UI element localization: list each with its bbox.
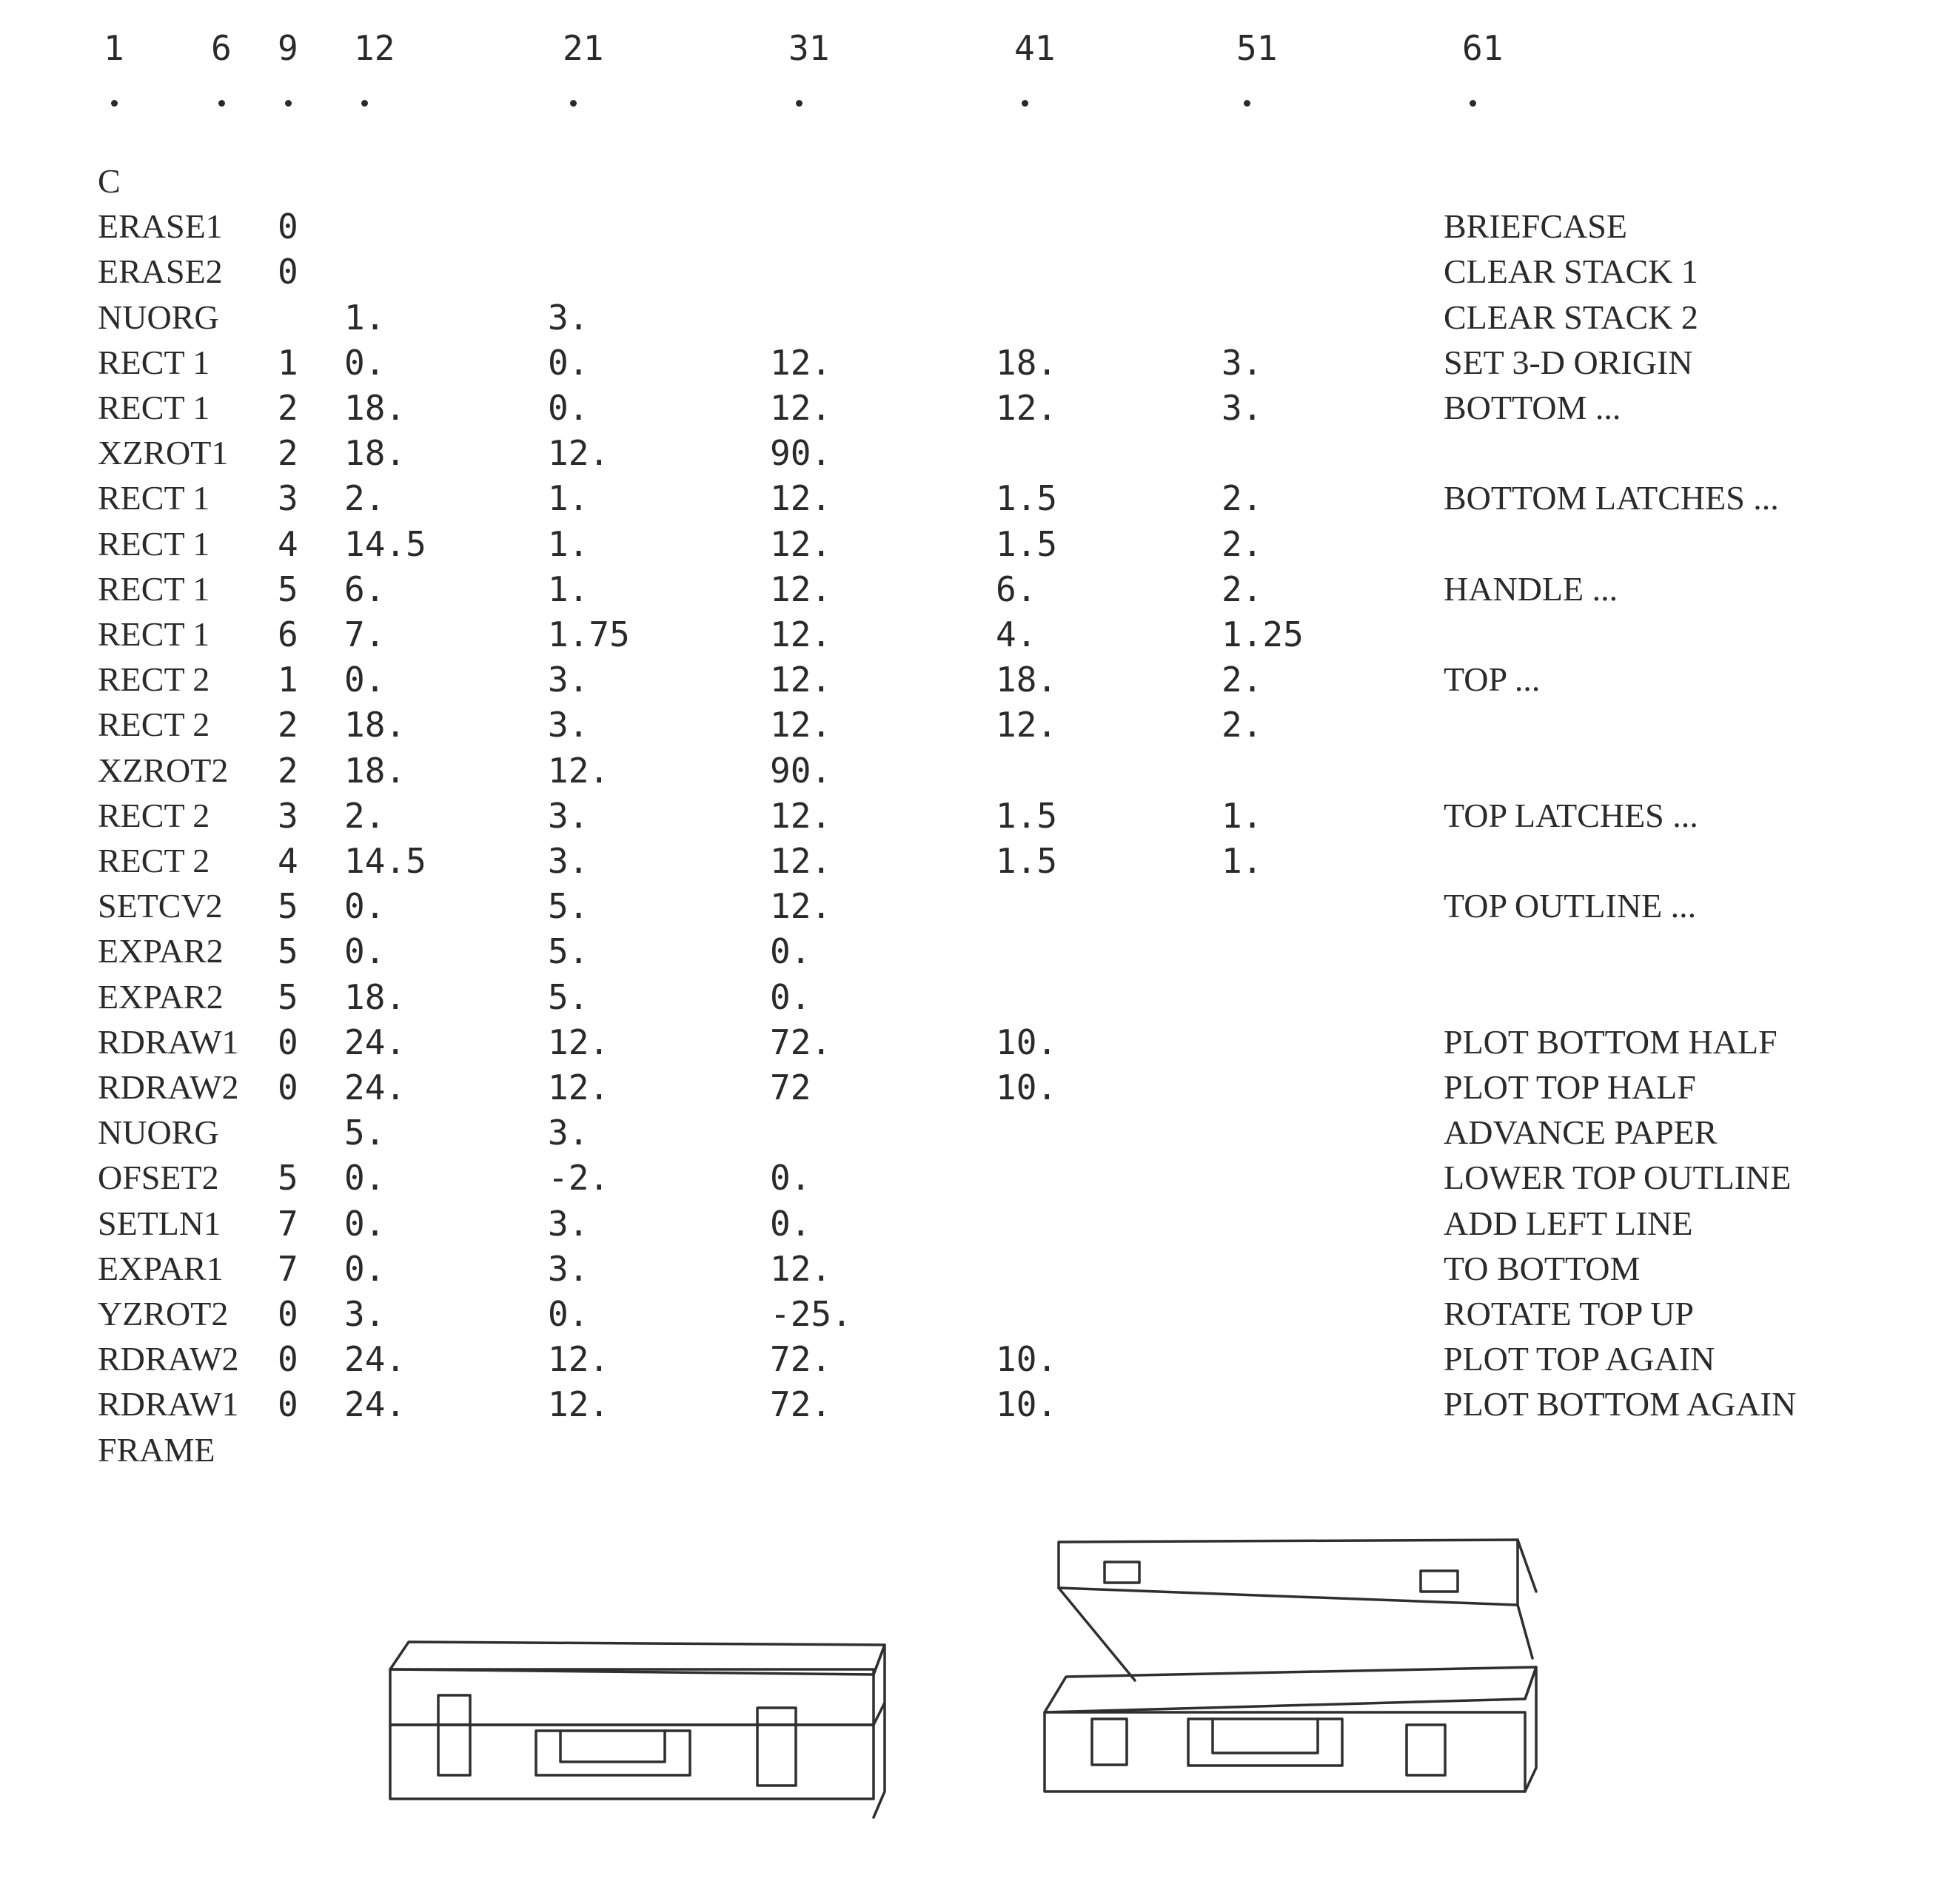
field-e-cell: 10.	[996, 1067, 1058, 1107]
field-a-cell: 0	[278, 1339, 298, 1380]
comment-cell: ADVANCE PAPER	[1444, 1113, 1718, 1152]
command-cell: RECT 1	[98, 615, 210, 653]
field-b-cell: 24.	[344, 1384, 406, 1425]
field-c-cell: 0.	[548, 342, 589, 383]
field-b-cell: 18.	[344, 388, 406, 428]
field-c-cell: -2.	[548, 1158, 610, 1199]
open-briefcase-right-latch	[1407, 1725, 1445, 1775]
field-a-cell: 4	[278, 523, 298, 564]
field-c-cell: 3.	[548, 841, 589, 881]
field-e-cell: 10.	[996, 1022, 1058, 1062]
command-cell: XZROT2	[98, 751, 229, 789]
field-b-cell: 24.	[344, 1339, 406, 1380]
field-d-cell: 72.	[770, 1022, 832, 1062]
field-a-cell: 0	[278, 1022, 298, 1062]
open-briefcase-lid	[1059, 1540, 1518, 1605]
comment-cell: PLOT TOP HALF	[1444, 1068, 1696, 1106]
field-d-cell: 12.	[770, 795, 832, 836]
field-f-cell: 3.	[1222, 388, 1263, 428]
command-cell: ERASE2	[98, 252, 223, 291]
comment-cell: ROTATE TOP UP	[1444, 1295, 1694, 1333]
field-b-cell: 0.	[344, 886, 386, 927]
command-cell: SETCV2	[98, 887, 223, 925]
closed-briefcase-right-latch	[757, 1708, 796, 1786]
open-briefcase-handle	[1188, 1719, 1342, 1766]
field-a-cell: 0	[278, 207, 298, 247]
command-cell: RECT 2	[98, 705, 210, 744]
field-d-cell: 72.	[770, 1339, 832, 1380]
command-cell: C	[98, 162, 121, 200]
field-b-cell: 14.5	[344, 841, 426, 881]
field-d-cell: 0.	[770, 1203, 811, 1244]
field-c-cell: 5.	[548, 931, 589, 972]
field-a-cell: 7	[278, 1248, 298, 1289]
comment-cell: TOP ...	[1444, 660, 1541, 699]
comment-cell: ADD LEFT LINE	[1444, 1204, 1693, 1242]
command-cell: EXPAR1	[98, 1249, 224, 1287]
open-briefcase-left-latch	[1092, 1719, 1127, 1765]
field-c-cell: 5.	[548, 976, 589, 1017]
field-c-cell: 12.	[548, 1339, 610, 1380]
comment-cell: CLEAR STACK 2	[1444, 298, 1698, 336]
command-cell: RDRAW1	[98, 1022, 239, 1061]
field-a-cell: 5	[278, 886, 298, 927]
command-cell: EXPAR2	[98, 932, 224, 971]
comment-cell: TOP LATCHES ...	[1444, 796, 1698, 834]
field-a-cell: 1	[278, 342, 298, 383]
field-a-cell: 0	[278, 1067, 298, 1107]
field-e-cell: 12.	[996, 388, 1058, 428]
field-a-cell: 7	[278, 1203, 298, 1244]
field-c-cell: 3.	[548, 1203, 589, 1244]
field-c-cell: 3.	[548, 795, 589, 836]
column-number-col-51: 51	[1236, 28, 1278, 68]
closed-briefcase-side	[874, 1645, 885, 1817]
field-c-cell: 0.	[548, 1294, 589, 1334]
field-f-cell: 2.	[1222, 478, 1263, 519]
field-b-cell: 24.	[344, 1067, 406, 1107]
field-f-cell: 2.	[1222, 660, 1263, 700]
field-b-cell: 6.	[344, 569, 386, 609]
field-c-cell: 0.	[548, 388, 589, 428]
field-f-cell: 2.	[1222, 569, 1263, 609]
field-f-cell: 2.	[1222, 705, 1263, 745]
column-number-col-6: 6	[211, 28, 232, 68]
field-d-cell: 12.	[770, 705, 832, 745]
command-cell: NUORG	[98, 298, 219, 336]
field-e-cell: 10.	[996, 1384, 1058, 1425]
field-a-cell: 2	[278, 705, 298, 745]
field-d-cell: 90.	[770, 433, 832, 474]
comment-cell: BOTTOM LATCHES ...	[1444, 479, 1779, 517]
field-b-cell: 0.	[344, 342, 386, 383]
field-b-cell: 24.	[344, 1022, 406, 1062]
field-b-cell: 18.	[344, 705, 406, 745]
command-cell: ERASE1	[98, 207, 223, 246]
command-cell: RECT 1	[98, 524, 210, 563]
field-e-cell: 18.	[996, 342, 1058, 383]
comment-cell: TOP OUTLINE ...	[1444, 887, 1697, 925]
field-d-cell: 90.	[770, 750, 832, 791]
field-b-cell: 18.	[344, 976, 406, 1017]
field-a-cell: 1	[278, 660, 298, 700]
field-b-cell: 0.	[344, 1248, 386, 1289]
field-c-cell: 3.	[548, 297, 589, 338]
field-b-cell: 0.	[344, 660, 386, 700]
field-d-cell: 12.	[770, 886, 832, 927]
closed-briefcase-handle	[536, 1731, 690, 1775]
field-b-cell: 0.	[344, 1158, 386, 1199]
field-c-cell: 3.	[548, 1113, 589, 1153]
field-d-cell: 0.	[770, 931, 811, 972]
command-cell: EXPAR2	[98, 977, 224, 1016]
field-b-cell: 2.	[344, 795, 386, 836]
command-cell: RDRAW2	[98, 1068, 239, 1106]
field-e-cell: 6.	[996, 569, 1037, 609]
field-e-cell: 12.	[996, 705, 1058, 745]
field-e-cell: 1.5	[996, 523, 1058, 564]
field-d-cell: 12.	[770, 660, 832, 700]
field-f-cell: 2.	[1222, 523, 1263, 564]
field-b-cell: 2.	[344, 478, 386, 519]
command-cell: RDRAW2	[98, 1340, 239, 1378]
open-briefcase-base-top	[1045, 1667, 1536, 1712]
field-f-cell: 1.	[1222, 841, 1263, 881]
field-c-cell: 1.	[548, 523, 589, 564]
field-d-cell: 12.	[770, 614, 832, 654]
field-a-cell: 0	[278, 252, 298, 292]
field-e-cell: 1.5	[996, 795, 1058, 836]
comment-cell: PLOT BOTTOM AGAIN	[1444, 1385, 1797, 1424]
command-cell: YZROT2	[98, 1295, 229, 1333]
field-b-cell: 3.	[344, 1294, 386, 1334]
field-c-cell: 5.	[548, 886, 589, 927]
field-a-cell: 5	[278, 569, 298, 609]
command-cell: RECT 2	[98, 796, 210, 834]
field-c-cell: 12.	[548, 433, 610, 474]
comment-cell: HANDLE ...	[1444, 569, 1618, 608]
field-a-cell: 2	[278, 388, 298, 428]
field-e-cell: 1.5	[996, 841, 1058, 881]
field-c-cell: 3.	[548, 1248, 589, 1289]
field-d-cell: 12.	[770, 841, 832, 881]
closed-briefcase-left-latch	[438, 1695, 470, 1775]
open-briefcase-lid-latch-right	[1421, 1571, 1458, 1592]
column-number-col-9: 9	[278, 28, 298, 68]
field-a-cell: 5	[278, 976, 298, 1017]
command-cell: XZROT1	[98, 434, 229, 472]
field-e-cell: 10.	[996, 1339, 1058, 1380]
field-d-cell: 12.	[770, 342, 832, 383]
comment-cell: LOWER TOP OUTLINE	[1444, 1159, 1792, 1197]
field-e-cell: 18.	[996, 660, 1058, 700]
command-cell: RECT 1	[98, 479, 210, 517]
comment-cell: CLEAR STACK 1	[1444, 252, 1698, 291]
column-number-col-61: 61	[1462, 28, 1504, 68]
field-a-cell: 0	[278, 1384, 298, 1425]
field-c-cell: 12.	[548, 1067, 610, 1107]
field-b-cell: 0.	[344, 931, 386, 972]
field-b-cell: 7.	[344, 614, 386, 654]
field-e-cell: 1.5	[996, 478, 1058, 519]
column-number-col-12: 12	[354, 28, 395, 68]
command-cell: OFSET2	[98, 1159, 219, 1197]
field-d-cell: 12.	[770, 478, 832, 519]
field-c-cell: 1.75	[548, 614, 630, 654]
field-a-cell: 2	[278, 433, 298, 474]
field-c-cell: 3.	[548, 660, 589, 700]
field-f-cell: 3.	[1222, 342, 1263, 383]
field-b-cell: 1.	[344, 297, 386, 338]
field-c-cell: 12.	[548, 1384, 610, 1425]
field-f-cell: 1.25	[1222, 614, 1304, 654]
command-cell: RECT 1	[98, 343, 210, 381]
field-b-cell: 5.	[344, 1113, 386, 1153]
field-d-cell: 12.	[770, 388, 832, 428]
command-cell: RDRAW1	[98, 1385, 239, 1424]
closed-briefcase-lid-front	[390, 1669, 874, 1725]
field-d-cell: 12.	[770, 1248, 832, 1289]
column-number-col-21: 21	[563, 28, 604, 68]
command-cell: RECT 1	[98, 569, 210, 608]
open-briefcase	[1045, 1540, 1536, 1791]
comment-cell: TO BOTTOM	[1444, 1249, 1641, 1287]
field-e-cell: 4.	[996, 614, 1037, 654]
command-cell: RECT 1	[98, 389, 210, 426]
field-a-cell: 2	[278, 750, 298, 791]
column-number-col-31: 31	[788, 28, 830, 68]
field-d-cell: 0.	[770, 1158, 811, 1199]
closed-briefcase	[390, 1642, 885, 1817]
field-a-cell: 5	[278, 1158, 298, 1199]
field-d-cell: 72	[770, 1067, 811, 1107]
column-number-col-41: 41	[1014, 28, 1056, 68]
open-briefcase-lid-latch-left	[1105, 1562, 1139, 1583]
field-b-cell: 14.5	[344, 523, 426, 564]
comment-cell: PLOT TOP AGAIN	[1444, 1340, 1715, 1378]
field-d-cell: 12.	[770, 569, 832, 609]
field-c-cell: 1.	[548, 478, 589, 519]
field-d-cell: -25.	[770, 1294, 852, 1334]
command-cell: NUORG	[98, 1113, 219, 1152]
field-d-cell: 12.	[770, 523, 832, 564]
field-c-cell: 12.	[548, 1022, 610, 1062]
field-d-cell: 0.	[770, 976, 811, 1017]
field-a-cell: 3	[278, 795, 298, 836]
field-c-cell: 3.	[548, 705, 589, 745]
field-b-cell: 18.	[344, 750, 406, 791]
field-b-cell: 18.	[344, 433, 406, 474]
command-cell: FRAME	[98, 1430, 215, 1469]
column-number-col-1: 1	[104, 28, 124, 68]
field-f-cell: 1.	[1222, 795, 1263, 836]
comment-cell: SET 3-D ORIGIN	[1444, 343, 1693, 381]
field-c-cell: 1.	[548, 569, 589, 609]
field-d-cell: 72.	[770, 1384, 832, 1425]
comment-cell: BRIEFCASE	[1444, 207, 1627, 246]
command-cell: SETLN1	[98, 1204, 221, 1242]
field-a-cell: 0	[278, 1294, 298, 1334]
field-a-cell: 6	[278, 614, 298, 654]
field-a-cell: 4	[278, 841, 298, 881]
field-a-cell: 3	[278, 478, 298, 519]
field-b-cell: 0.	[344, 1203, 386, 1244]
field-a-cell: 5	[278, 931, 298, 972]
command-cell: RECT 2	[98, 842, 210, 879]
comment-cell: BOTTOM ...	[1444, 389, 1621, 426]
comment-cell: PLOT BOTTOM HALF	[1444, 1022, 1778, 1061]
command-cell: RECT 2	[98, 660, 210, 699]
field-c-cell: 12.	[548, 750, 610, 791]
